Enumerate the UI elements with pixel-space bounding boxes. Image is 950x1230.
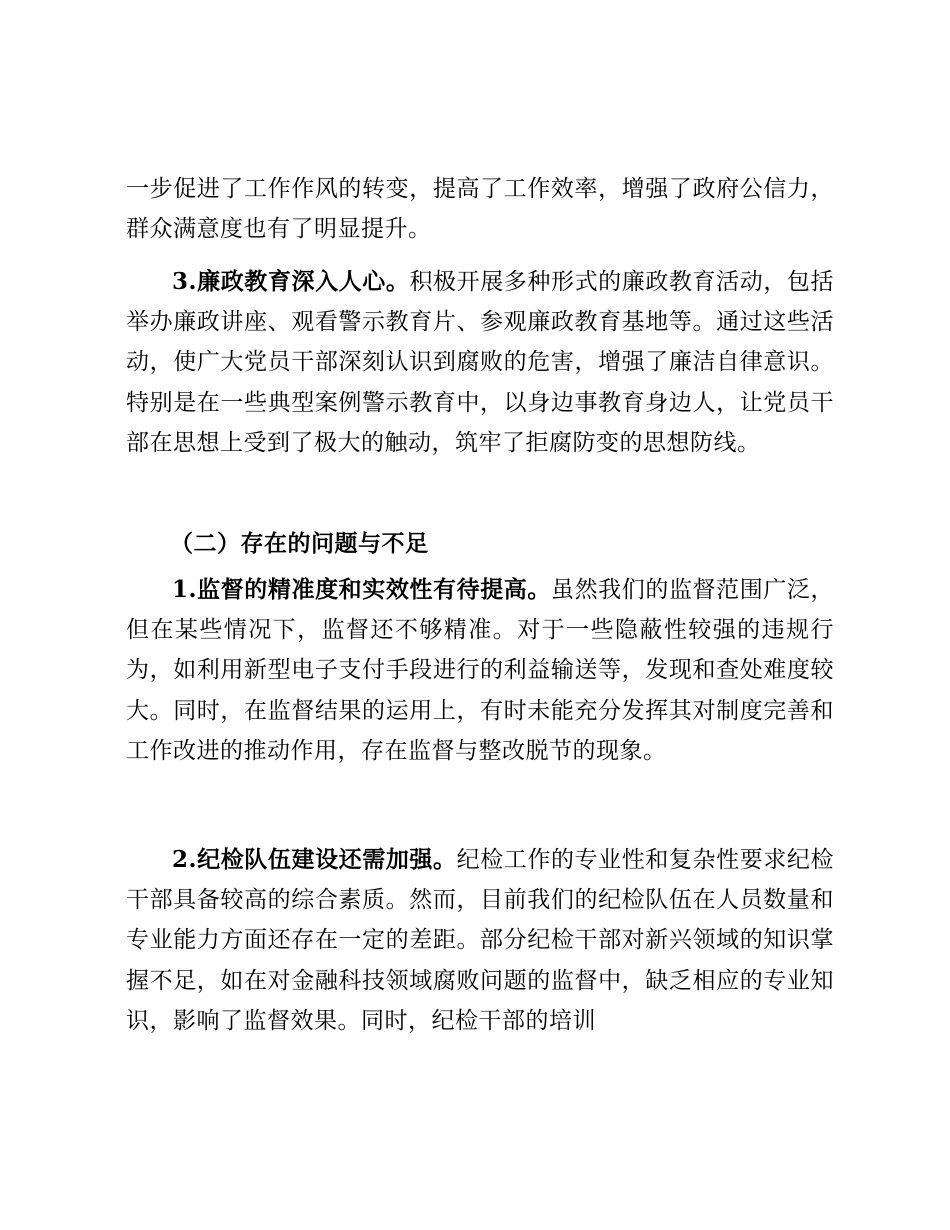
problem-2-lead: 2.纪检队伍建设还需加强。 <box>172 846 457 873</box>
problem-1-block <box>126 570 834 771</box>
item-3-block <box>126 262 834 463</box>
problem-2-body: 纪检工作的专业性和复杂性要求纪检干部具备较高的综合素质。然而，目前我们的纪检队伍在人员数量和专业能力方面还存在一定的差距。部分纪检干部对新兴领域的知识掌握不足，如在对金融科技领域腐败问题的监督中，缺乏相应的专业知识，影响了监督效果。同时，纪检干部的培训 <box>126 847 835 1034</box>
problem-1-body: 虽然我们的监督范围广泛，但在某些情况下，监督还不够精准。对于一些隐蔽性较强的违规行为，如利用新型电子支付手段进行的利益输送等，发现和查处难度较大。同时，在监督结果的运用上，有时未能充分发挥其对制度完善和工作改进的推动作用，存在监督与整改脱节的现象。 <box>126 577 834 764</box>
problem-1-lead: 1.监督的精准度和实效性有待提高。 <box>172 576 551 603</box>
continuation-paragraph: 一步促进了工作作风的转变，提高了工作效率，增强了政府公信力，群众满意度也有了明显提升。 <box>126 176 834 243</box>
section-2-heading-block <box>126 524 834 564</box>
continuation-paragraph-block <box>126 169 834 249</box>
problem-2-paragraph <box>126 840 834 1041</box>
problem-2-block <box>126 840 834 1041</box>
problem-1-paragraph <box>126 570 834 771</box>
section-2-heading: （二）存在的问题与不足 <box>170 530 429 557</box>
item-3-lead: 3.廉政教育深入人心。 <box>172 268 410 295</box>
item-3-paragraph <box>126 262 834 463</box>
item-3-body: 积极开展多种形式的廉政教育活动，包括举办廉政讲座、观看警示教育片、参观廉政教育基地等。通过这些活动，使广大党员干部深刻认识到腐败的危害，增强了廉洁自律意识。特别是在一些典型案例警示教育中，以身边事教育身边人，让党员干部在思想上受到了极大的触动，筑牢了拒腐防变的思想防线。 <box>126 269 835 456</box>
